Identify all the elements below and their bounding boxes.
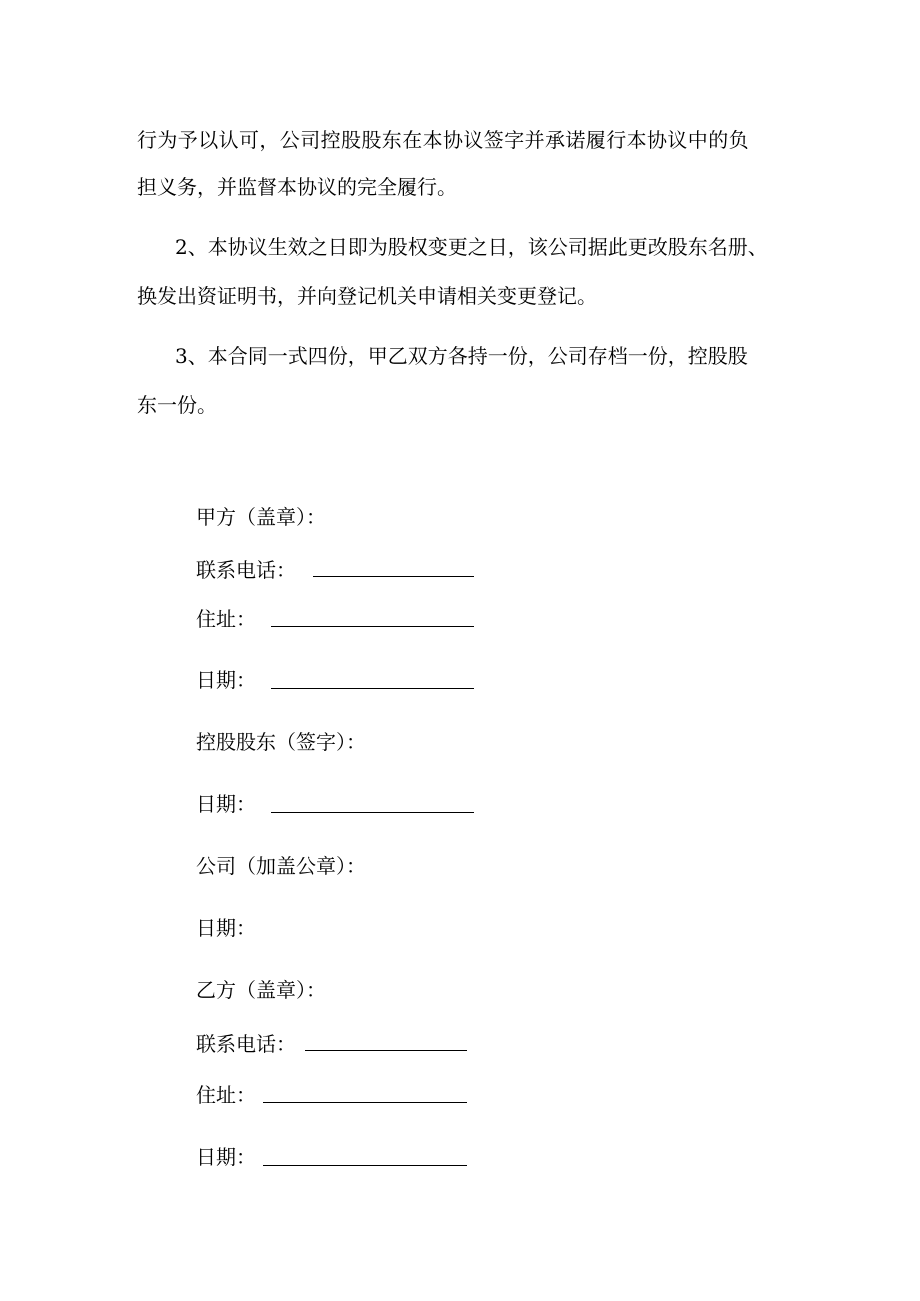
paragraph-2-line-2: 换发出资证明书，并向登记机关申请相关变更登记。 <box>137 284 597 308</box>
party-b-address-blank <box>263 1102 467 1103</box>
party-b-date-label: 日期： <box>196 1145 256 1169</box>
paragraph-3-line-1: 3、本合同一式四份，甲乙双方各持一份，公司存档一份，控股股 <box>175 344 748 368</box>
party-a-phone-label: 联系电话： <box>196 558 296 582</box>
party-b-phone-blank <box>305 1050 467 1051</box>
party-a-phone-blank <box>313 576 474 577</box>
party-a-seal-label: 甲方（盖章）： <box>196 505 326 529</box>
party-a-address-label: 住址： <box>196 607 256 631</box>
paragraph-3-line-2: 东一份。 <box>137 393 217 417</box>
party-a-address-blank <box>271 626 474 627</box>
party-b-address-label: 住址： <box>196 1083 256 1107</box>
party-b-seal-label: 乙方（盖章）： <box>196 978 326 1002</box>
party-a-date-label: 日期： <box>196 668 256 692</box>
paragraph-2-line-1: 2、本协议生效之日即为股权变更之日，该公司据此更改股东名册、 <box>175 235 768 259</box>
controlling-shareholder-date-label: 日期： <box>196 792 256 816</box>
party-a-date-blank <box>271 688 474 689</box>
controlling-shareholder-date-blank <box>271 812 474 813</box>
controlling-shareholder-signature-label: 控股股东（签字）： <box>196 730 366 754</box>
party-b-date-blank <box>263 1165 467 1166</box>
paragraph-1-line-2: 担义务，并监督本协议的完全履行。 <box>137 175 457 199</box>
paragraph-1-line-1: 行为予以认可，公司控股股东在本协议签字并承诺履行本协议中的负 <box>137 128 749 152</box>
company-date-label: 日期： <box>196 916 256 940</box>
party-b-phone-label: 联系电话： <box>196 1032 296 1056</box>
company-seal-label: 公司（加盖公章）： <box>196 854 366 878</box>
